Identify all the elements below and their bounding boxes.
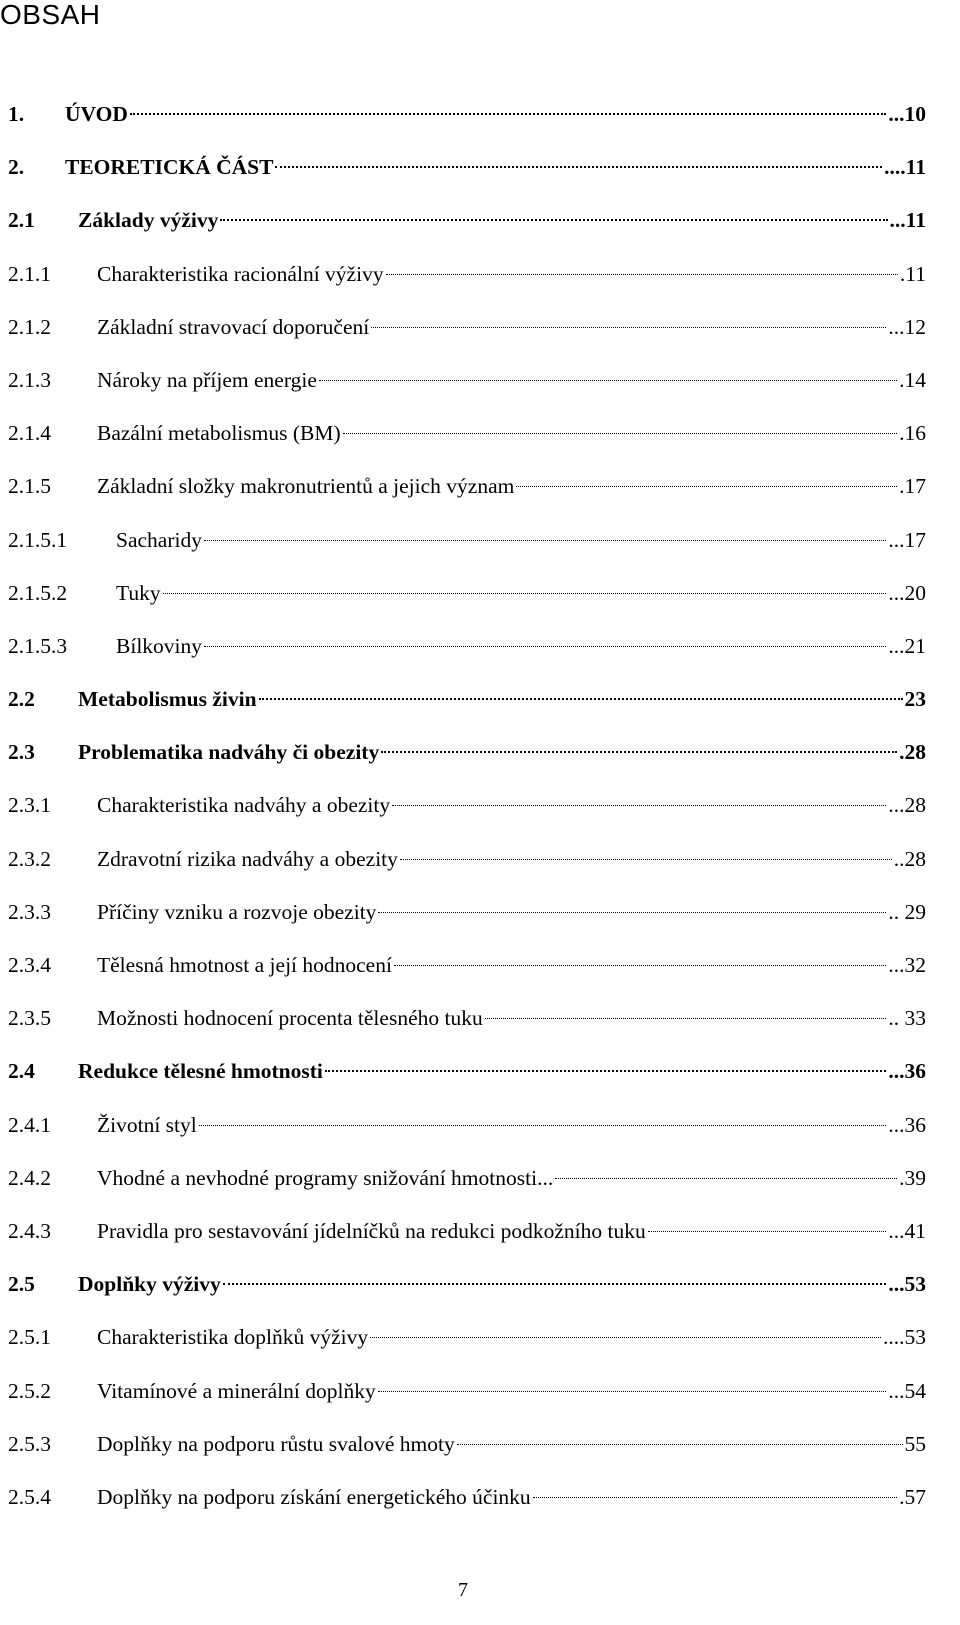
toc-entry[interactable] xyxy=(8,194,926,247)
toc-entry-label: Redukce tělesné hmotnosti xyxy=(78,1059,323,1084)
toc-dot-leader xyxy=(485,1018,887,1019)
toc-entry[interactable] xyxy=(8,1152,926,1205)
toc-entry-label: Tuky xyxy=(116,580,161,605)
toc-entry[interactable] xyxy=(8,354,926,407)
toc-entry-label: Životní styl xyxy=(97,1112,197,1137)
toc-entry-label: Nároky na příjem energie xyxy=(97,367,317,392)
toc-entry[interactable] xyxy=(8,992,926,1045)
toc-entry-label: Pravidla pro sestavování jídelníčků na redukci podkožního tuku xyxy=(97,1218,646,1243)
toc-dot-leader xyxy=(392,805,886,806)
toc-entry-page: ..28 xyxy=(893,846,926,871)
toc-entry-label: Možnosti hodnocení procenta tělesného tuku xyxy=(97,1006,483,1031)
toc-entry-label: Příčiny vzniku a rozvoje obezity xyxy=(97,899,377,924)
toc-entry-page: ...36 xyxy=(888,1112,926,1137)
toc-entry-page: .28 xyxy=(899,740,926,765)
toc-entry-label: Doplňky na podporu získání energetického účinku xyxy=(97,1484,531,1509)
toc-entry-label: Vitamínové a minerální doplňky xyxy=(97,1378,376,1403)
toc-dot-leader xyxy=(533,1497,897,1498)
toc-entry-page: ...11 xyxy=(889,208,926,233)
toc-dot-leader xyxy=(400,859,892,860)
toc-entry-page: .11 xyxy=(899,261,926,286)
toc-entry[interactable] xyxy=(8,1418,926,1471)
toc-entry-label: Tělesná hmotnost a její hodnocení xyxy=(97,953,392,977)
toc-entry-page: 55 xyxy=(904,1431,926,1456)
toc-dot-leader xyxy=(204,646,886,647)
toc-entry-page: ...17 xyxy=(888,527,926,552)
toc-entry-number: 2.3.3 xyxy=(8,899,51,924)
toc-entry-label: Problematika nadváhy či obezity xyxy=(78,740,380,765)
toc-entry[interactable] xyxy=(8,248,926,301)
toc-entry-page: .39 xyxy=(899,1165,926,1190)
toc-entry-number: 2.1.5.3 xyxy=(8,633,68,658)
table-of-contents xyxy=(8,88,926,1524)
page-title: OBSAH xyxy=(0,0,101,30)
toc-dot-leader xyxy=(381,751,897,753)
toc-dot-leader xyxy=(275,166,882,168)
toc-entry[interactable] xyxy=(8,620,926,673)
toc-entry-page: .16 xyxy=(899,421,926,446)
toc-entry-label: Doplňky výživy xyxy=(78,1272,221,1297)
toc-entry-page: ...53 xyxy=(888,1272,926,1297)
toc-entry[interactable] xyxy=(8,567,926,620)
toc-entry-label: Základní složky makronutrientů a jejich význam xyxy=(97,474,515,499)
toc-entry-label: Zdravotní rizika nadváhy a obezity xyxy=(97,846,398,871)
toc-entry-page: ...21 xyxy=(888,633,926,658)
toc-dot-leader xyxy=(457,1444,903,1445)
toc-dot-leader xyxy=(199,1125,887,1126)
toc-dot-leader xyxy=(223,1283,887,1285)
toc-entry[interactable] xyxy=(8,1099,926,1152)
toc-entry-label: ÚVOD xyxy=(65,102,128,126)
toc-entry[interactable] xyxy=(8,514,926,567)
toc-entry-number: 2.3.5 xyxy=(8,1006,51,1031)
toc-entry-page: .. 33 xyxy=(888,1006,926,1031)
toc-entry-number: 2.3.2 xyxy=(8,846,51,871)
toc-dot-leader xyxy=(319,380,897,381)
toc-entry-number: 2.1.2 xyxy=(8,314,51,339)
toc-entry-number: 2.4.3 xyxy=(8,1218,51,1243)
toc-entry-number: 2.1.5.1 xyxy=(8,527,68,552)
toc-entry[interactable] xyxy=(8,1205,926,1258)
toc-entry[interactable] xyxy=(8,407,926,460)
toc-entry-page: .57 xyxy=(899,1484,926,1509)
toc-entry-page: ...20 xyxy=(888,580,926,605)
toc-entry-page: 23 xyxy=(904,687,926,712)
toc-entry-number: 2.5.1 xyxy=(8,1325,51,1350)
toc-dot-leader xyxy=(325,1070,887,1072)
toc-entry-number: 2.5.3 xyxy=(8,1431,51,1456)
toc-entry[interactable] xyxy=(8,886,926,939)
toc-entry-page: ....53 xyxy=(883,1325,926,1350)
toc-entry-number: 1. xyxy=(8,102,25,126)
toc-entry-label: Charakteristika nadváhy a obezity xyxy=(97,793,391,818)
toc-entry-number: 2.2 xyxy=(8,687,35,712)
toc-entry-number: 2.3.4 xyxy=(8,953,51,977)
toc-entry-label: Vhodné a nevhodné programy snižování hmotnosti... xyxy=(97,1165,554,1190)
toc-entry-page: ...36 xyxy=(888,1059,926,1084)
toc-entry-number: 2.1.1 xyxy=(8,261,51,286)
toc-entry-page: ...41 xyxy=(888,1218,926,1243)
toc-dot-leader xyxy=(555,1178,897,1179)
toc-entry-page: ....11 xyxy=(884,155,926,180)
toc-entry-number: 2.3 xyxy=(8,740,35,765)
page-number: 7 xyxy=(458,1579,468,1601)
toc-entry-number: 2.1 xyxy=(8,208,35,233)
toc-entry[interactable] xyxy=(8,460,926,513)
toc-entry-page: .17 xyxy=(899,474,926,499)
toc-entry[interactable] xyxy=(8,1471,926,1524)
toc-entry[interactable] xyxy=(8,939,926,992)
toc-entry-number: 2.1.5.2 xyxy=(8,580,68,605)
toc-entry-number: 2.3.1 xyxy=(8,793,51,818)
toc-dot-leader xyxy=(378,912,886,913)
toc-entry[interactable] xyxy=(8,88,926,141)
toc-entry-label: Bazální metabolismus (BM) xyxy=(97,421,341,446)
toc-entry-label: Charakteristika doplňků výživy xyxy=(97,1325,369,1350)
toc-entry-label: Bílkoviny xyxy=(116,633,203,658)
toc-entry-number: 2.4.2 xyxy=(8,1165,51,1190)
toc-entry-number: 2.1.4 xyxy=(8,421,51,446)
toc-entry-number: 2.4 xyxy=(8,1059,35,1084)
toc-dot-leader xyxy=(163,593,887,594)
toc-dot-leader xyxy=(371,327,886,328)
toc-entry-number: 2.5.2 xyxy=(8,1378,51,1403)
toc-entry-number: 2. xyxy=(8,155,25,180)
toc-dot-leader xyxy=(220,219,887,221)
toc-entry[interactable] xyxy=(8,726,926,779)
toc-entry-label: Základy výživy xyxy=(78,208,219,233)
toc-entry-label: Charakteristika racionální výživy xyxy=(97,261,384,286)
toc-entry-page: .. 29 xyxy=(888,899,926,924)
toc-entry-number: 2.5.4 xyxy=(8,1484,51,1509)
toc-entry-number: 2.1.3 xyxy=(8,367,51,392)
toc-entry-page: ...28 xyxy=(888,793,926,818)
toc-entry-label: Základní stravovací doporučení xyxy=(97,314,370,339)
toc-entry-label: Sacharidy xyxy=(116,527,202,552)
toc-dot-leader xyxy=(386,274,898,275)
toc-entry-label: Metabolismus živin xyxy=(78,687,257,712)
toc-entry-page: .14 xyxy=(899,367,926,392)
toc-entry[interactable] xyxy=(8,1258,926,1311)
toc-entry-page: ...54 xyxy=(888,1378,926,1403)
toc-dot-leader xyxy=(370,1337,881,1338)
toc-entry-page: ...32 xyxy=(888,953,926,977)
toc-entry[interactable] xyxy=(8,673,926,726)
toc-entry[interactable] xyxy=(8,1365,926,1418)
toc-entry-number: 2.4.1 xyxy=(8,1112,51,1137)
toc-entry-label: TEORETICKÁ ČÁST xyxy=(65,155,274,180)
toc-entry[interactable] xyxy=(8,1045,926,1098)
toc-entry[interactable] xyxy=(8,1311,926,1364)
toc-dot-leader xyxy=(204,540,886,541)
toc-dot-leader xyxy=(394,965,886,966)
toc-entry[interactable] xyxy=(8,141,926,194)
toc-dot-leader xyxy=(378,1391,887,1392)
toc-entry-number: 2.1.5 xyxy=(8,474,51,499)
toc-dot-leader xyxy=(130,113,887,115)
toc-entry[interactable] xyxy=(8,301,926,354)
toc-entry-label: Doplňky na podporu růstu svalové hmoty xyxy=(97,1431,455,1456)
toc-entry[interactable] xyxy=(8,833,926,886)
toc-dot-leader xyxy=(516,486,897,487)
toc-dot-leader xyxy=(343,433,897,434)
toc-dot-leader xyxy=(648,1231,887,1232)
toc-dot-leader xyxy=(259,698,903,700)
toc-entry-page: ...12 xyxy=(888,314,926,339)
toc-entry-number: 2.5 xyxy=(8,1272,35,1297)
toc-entry[interactable] xyxy=(8,779,926,832)
toc-entry-page: ...10 xyxy=(888,102,926,126)
